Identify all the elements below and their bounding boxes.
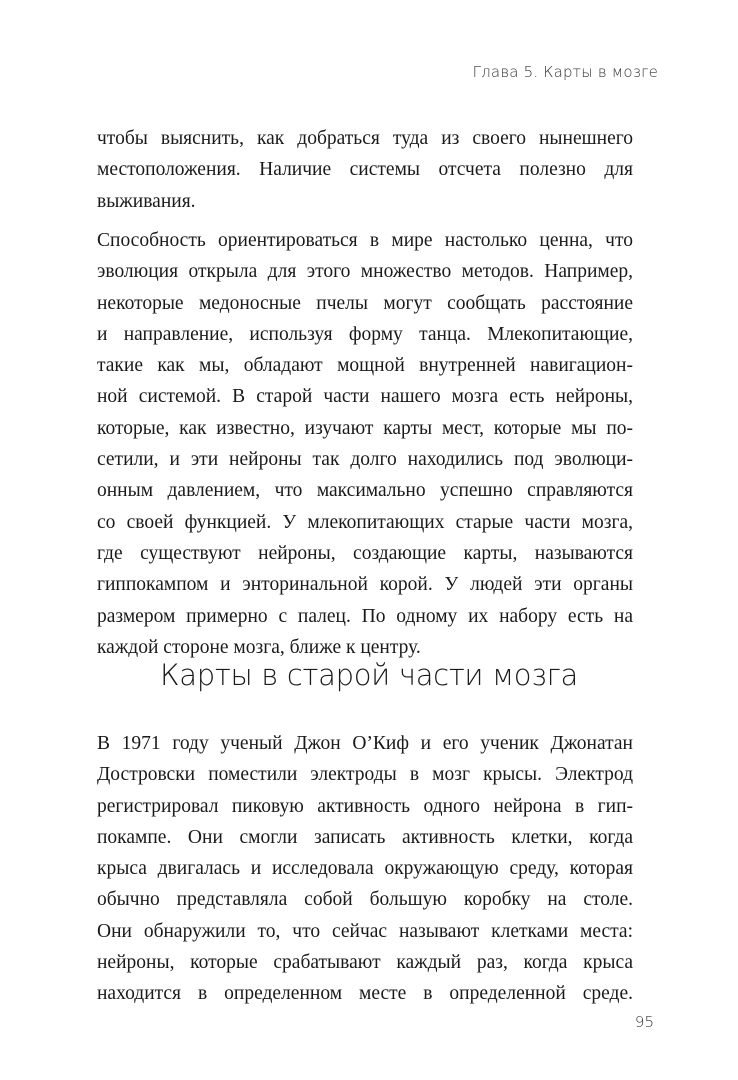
body-paragraph — [97, 123, 633, 217]
text-line: со своей функцией. У млекопитающих старые части мозга, — [97, 511, 633, 533]
text-line: Достровски поместили электроды в мозг крысы. Электрод — [97, 764, 633, 786]
text-line: выживания. — [97, 190, 196, 212]
text-line: Способность ориентироваться в мире настолько ценна, что — [97, 230, 633, 251]
text-line: нейроны, которые срабатывают каждый раз, когда крыса — [97, 952, 633, 974]
text-line: ной системой. В старой части нашего мозга есть нейроны, — [97, 386, 633, 408]
text-line: гиппокампом и энторинальной корой. У людей эти органы — [97, 574, 633, 596]
text-line: регистрировал пиковую активность одного нейрона в гип- — [97, 795, 633, 817]
text-line: Они обнаружили то, что сейчас называют клетками места: — [97, 920, 633, 942]
text-line: В 1971 году ученый Джон О’Киф и его ученик Джонатан — [97, 733, 633, 754]
running-head: Глава 5. Карты в мозге — [472, 63, 658, 81]
text-line: размером примерно с палец. По одному их набору есть на — [97, 605, 633, 627]
text-line: покампе. Они смогли записать активность клетки, когда — [97, 826, 633, 848]
body-paragraph — [97, 728, 633, 1010]
text-line: сетили, и эти нейроны так долго находились под эволюци- — [97, 449, 633, 471]
text-line: каждой стороне мозга, ближе к центру. — [97, 636, 421, 658]
text-line: такие как мы, обладают мощной внутренней навигацион- — [97, 355, 633, 377]
text-line: чтобы выяснить, как добраться туда из своего нынешнего — [97, 128, 633, 149]
page-number: 95 — [634, 1013, 654, 1031]
text-line: которые, как известно, изучают карты мест, которые мы по- — [97, 417, 633, 439]
text-line: местоположения. Наличие системы отсчета полезно для — [97, 159, 633, 181]
text-line: обычно представляла собой большую коробку на столе. — [97, 889, 633, 911]
text-line: и направление, используя форму танца. Млекопитающие, — [97, 323, 633, 345]
text-line: крыса двигалась и исследовала окружающую среду, которая — [97, 858, 633, 880]
text-line: где существуют нейроны, создающие карты, называются — [97, 542, 633, 564]
text-line: некоторые медоносные пчелы могут сообщать расстояние — [97, 292, 633, 314]
text-line: эволюция открыла для этого множество методов. Например, — [97, 261, 633, 283]
text-line: онным давлением, что максимально успешно справляются — [97, 480, 633, 502]
section-heading: Карты в старой части мозга — [160, 658, 578, 692]
text-line: находится в определенном месте в определенной среде. — [97, 983, 633, 1005]
body-paragraph — [97, 225, 633, 663]
